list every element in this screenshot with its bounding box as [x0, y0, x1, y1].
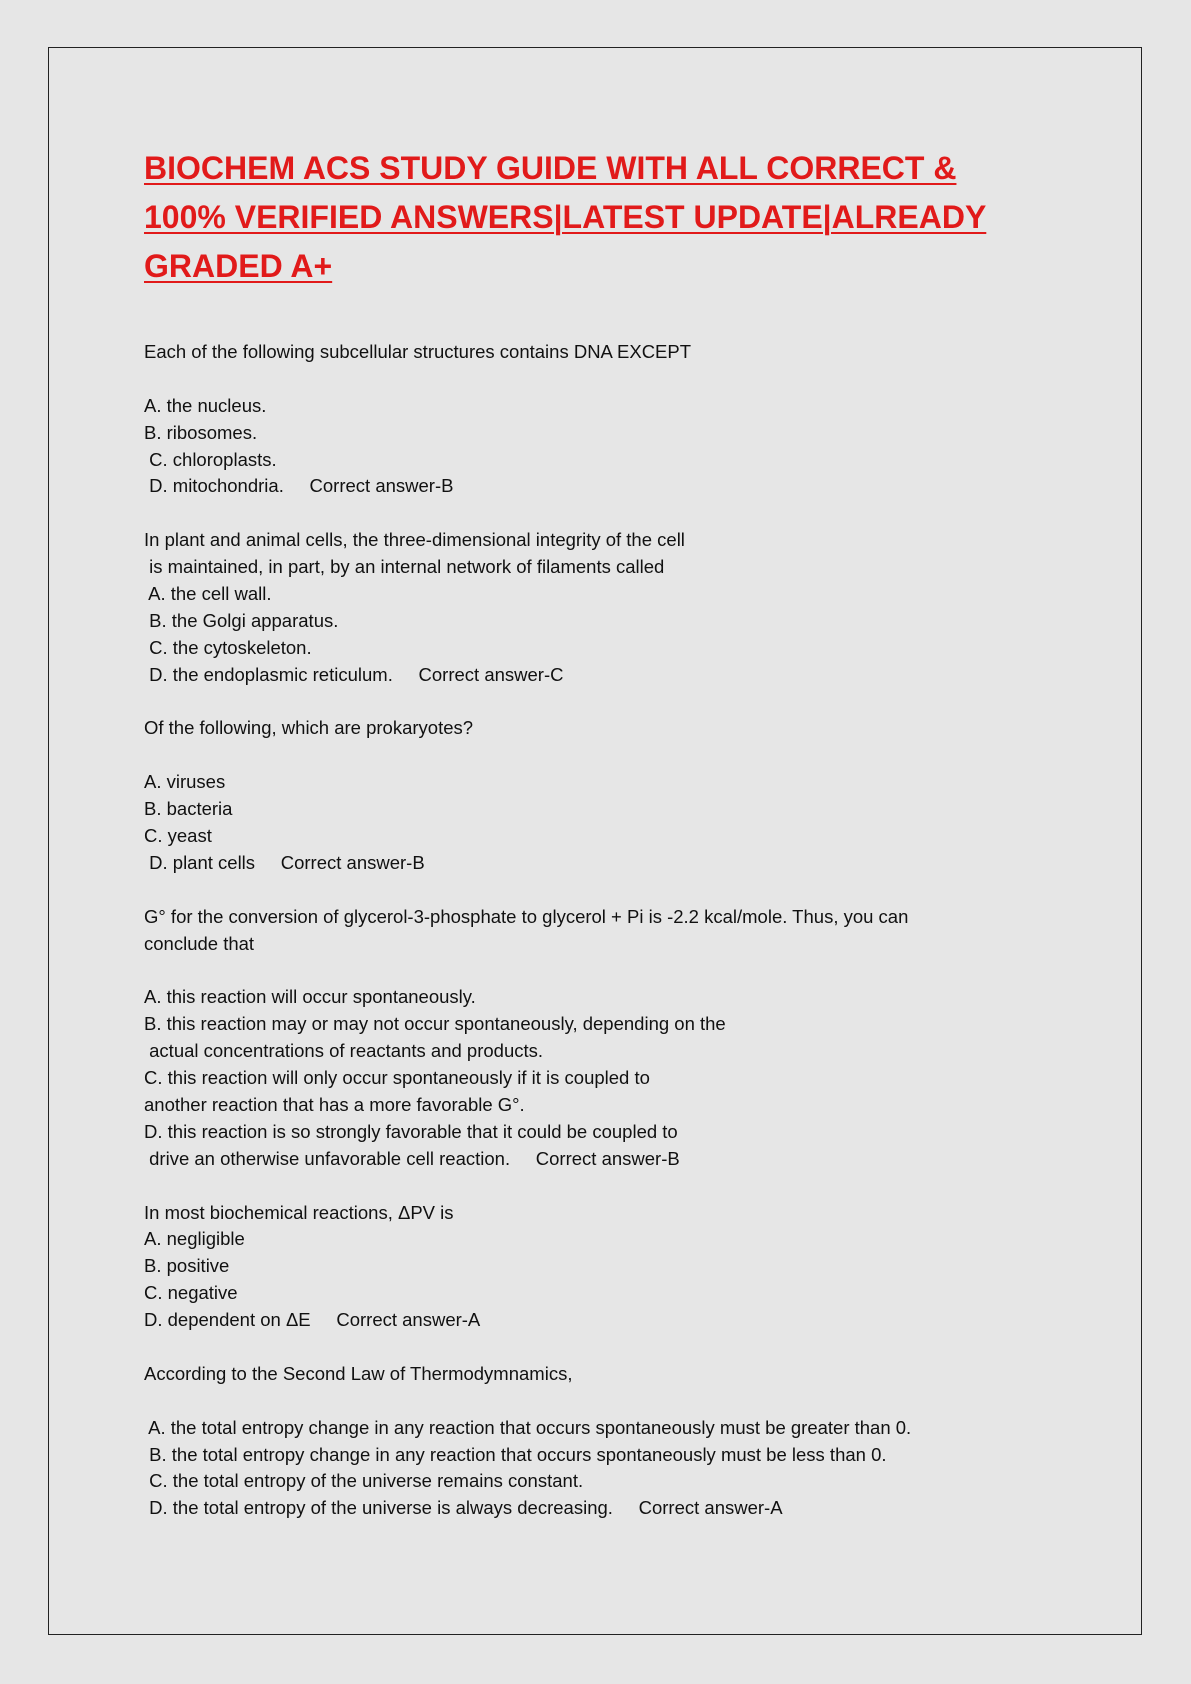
question-line: G° for the conversion of glycerol-3-phosphate to glycerol + Pi is -2.2 kcal/mole. Thus, you can	[144, 905, 909, 927]
question-line: B. positive	[144, 1255, 230, 1277]
question-line: B. the Golgi apparatus.	[144, 609, 339, 631]
question-block	[144, 904, 1024, 1173]
question-block	[144, 1361, 1024, 1522]
question-line: B. bacteria	[144, 798, 233, 820]
question-line: C. yeast	[144, 825, 212, 847]
question-line: D. mitochondria. Correct answer-B	[144, 475, 454, 497]
question-line: In most biochemical reactions, ΔPV is	[144, 1201, 454, 1223]
question-line: D. the endoplasmic reticulum. Correct answer-C	[144, 663, 564, 685]
document-title: BIOCHEM ACS STUDY GUIDE WITH ALL CORRECT & 100% VERIFIED ANSWERS|LATEST UPDATE|ALREADY GRADED A+	[144, 150, 987, 284]
question-line: C. this reaction will only occur spontaneously if it is coupled to	[144, 1067, 650, 1089]
question-line: B. ribosomes.	[144, 421, 258, 443]
question-line: C. chloroplasts.	[144, 448, 277, 470]
question-spacer	[144, 1334, 1024, 1361]
question-line: Each of the following subcellular structures contains DNA EXCEPT	[144, 341, 692, 362]
question-line: In plant and animal cells, the three-dimensional integrity of the cell	[144, 529, 685, 551]
question-line: C. negative	[144, 1282, 238, 1304]
blank-line	[144, 366, 1024, 393]
question-line: A. viruses	[144, 771, 226, 793]
question-line: drive an otherwise unfavorable cell reaction. Correct answer-B	[144, 1147, 680, 1169]
question-line: According to the Second Law of Thermodymnamics,	[144, 1362, 573, 1384]
question-line: Of the following, which are prokaryotes?	[144, 717, 474, 739]
question-block	[144, 1200, 1024, 1334]
question-spacer	[144, 1173, 1024, 1200]
blank-line	[144, 1388, 1024, 1415]
question-line: B. this reaction may or may not occur spontaneously, depending on the	[144, 1013, 726, 1035]
question-line: A. the nucleus.	[144, 394, 267, 416]
question-spacer	[144, 500, 1024, 527]
question-line: C. the cytoskeleton.	[144, 636, 312, 658]
question-line: is maintained, in part, by an internal network of filaments called	[144, 556, 665, 578]
question-line: D. this reaction is so strongly favorable that it could be coupled to	[144, 1120, 678, 1142]
question-line: another reaction that has a more favorable G°.	[144, 1093, 525, 1115]
question-line: actual concentrations of reactants and products.	[144, 1040, 544, 1062]
question-list	[144, 339, 1024, 1522]
blank-line	[144, 742, 1024, 769]
question-block	[144, 339, 1024, 500]
question-line: conclude that	[144, 932, 255, 954]
question-spacer	[144, 689, 1024, 716]
question-spacer	[144, 877, 1024, 904]
question-line: D. plant cells Correct answer-B	[144, 851, 425, 873]
question-block	[144, 715, 1024, 876]
question-line: A. the cell wall.	[144, 583, 272, 605]
question-line: A. this reaction will occur spontaneously.	[144, 986, 476, 1008]
question-line: C. the total entropy of the universe remains constant.	[144, 1470, 584, 1492]
question-line: D. the total entropy of the universe is always decreasing. Correct answer-A	[144, 1497, 783, 1519]
blank-line	[144, 957, 1024, 984]
question-line: A. negligible	[144, 1228, 245, 1250]
question-line: A. the total entropy change in any reaction that occurs spontaneously must be greater than 0.	[144, 1416, 912, 1438]
question-block	[144, 527, 1024, 688]
question-line: B. the total entropy change in any reaction that occurs spontaneously must be less than 0.	[144, 1443, 887, 1465]
question-line: D. dependent on ΔE Correct answer-A	[144, 1309, 481, 1331]
